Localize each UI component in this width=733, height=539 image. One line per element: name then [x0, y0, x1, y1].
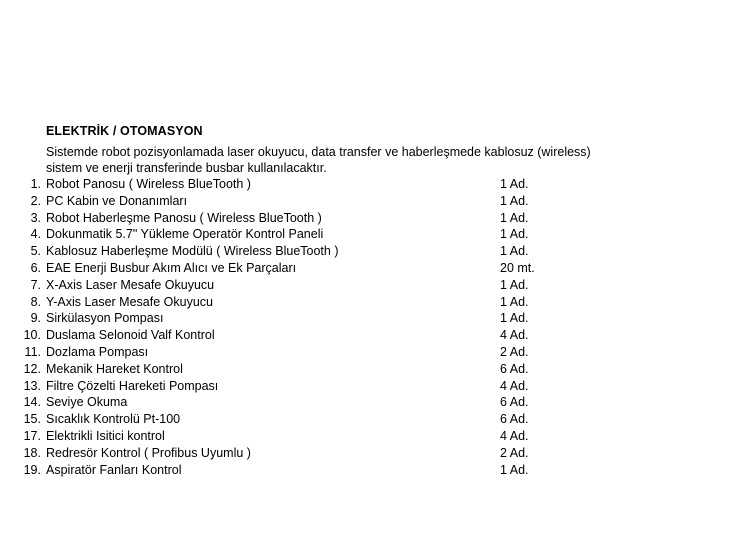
intro-text-line-1: Sistemde robot pozisyonlamada laser okuyucu, data transfer ve haberleşmede kablosuz (wireless) [46, 145, 591, 159]
list-item [0, 446, 733, 463]
item-text: Mekanik Hareket Kontrol [46, 361, 183, 376]
item-text: Duslama Selonoid Valf Kontrol [46, 328, 215, 343]
item-text: Elektrikli Isitici kontrol [46, 428, 165, 443]
item-quantity: 2 Ad. [500, 344, 529, 359]
item-text: EAE Enerji Busbur Akım Alıcı ve Ek Parçaları [46, 260, 297, 275]
item-text: Y-Axis Laser Mesafe Okuyucu [46, 294, 213, 309]
list-item [0, 311, 733, 328]
item-number: 10. [23, 328, 41, 343]
section-heading: ELEKTRİK / OTOMASYON [46, 124, 203, 138]
item-quantity: 1 Ad. [500, 193, 529, 208]
item-quantity: 1 Ad. [500, 462, 529, 477]
item-number: 12. [23, 361, 41, 376]
item-list [0, 177, 733, 479]
list-item [0, 194, 733, 211]
item-number: 5. [30, 244, 41, 259]
item-number: 18. [23, 445, 41, 460]
item-number: 2. [30, 193, 41, 208]
item-number: 11. [24, 344, 41, 359]
item-number: 13. [23, 378, 41, 393]
item-quantity: 1 Ad. [500, 227, 529, 242]
item-number: 6. [30, 260, 41, 275]
item-text: Seviye Okuma [46, 395, 128, 410]
item-text: X-Axis Laser Mesafe Okuyucu [46, 277, 215, 292]
item-quantity: 6 Ad. [500, 361, 529, 376]
item-number: 14. [23, 395, 41, 410]
item-text: Sıcaklık Kontrolü Pt-100 [46, 412, 181, 427]
item-number: 3. [30, 210, 41, 225]
item-number: 9. [30, 311, 41, 326]
item-text: Redresör Kontrol ( Profibus Uyumlu ) [46, 445, 251, 460]
list-item [0, 295, 733, 312]
item-quantity: 4 Ad. [500, 378, 529, 393]
list-item [0, 177, 733, 194]
item-text: Sirkülasyon Pompası [46, 311, 164, 326]
item-number: 15. [23, 412, 41, 427]
list-item [0, 261, 733, 278]
item-text: Robot Haberleşme Panosu ( Wireless BlueTooth ) [46, 210, 322, 225]
item-quantity: 1 Ad. [500, 244, 529, 259]
item-quantity: 1 Ad. [500, 311, 529, 326]
item-number: 8. [30, 294, 41, 309]
item-quantity: 4 Ad. [500, 428, 529, 443]
item-quantity: 6 Ad. [500, 395, 529, 410]
item-text: Aspiratör Fanları Kontrol [46, 462, 182, 477]
intro-text-line-2: sistem ve enerji transferinde busbar kullanılacaktır. [46, 161, 327, 175]
item-quantity: 1 Ad. [500, 277, 529, 292]
item-quantity: 6 Ad. [500, 412, 529, 427]
item-quantity: 4 Ad. [500, 328, 529, 343]
list-item [0, 278, 733, 295]
item-number: 17. [23, 428, 41, 443]
list-item [0, 362, 733, 379]
item-number: 1. [30, 177, 41, 191]
list-item [0, 379, 733, 396]
item-text: Dokunmatik 5.7" Yükleme Operatör Kontrol Paneli [46, 227, 324, 242]
list-item [0, 328, 733, 345]
list-item [0, 211, 733, 228]
list-item [0, 345, 733, 362]
item-text: PC Kabin ve Donanımları [46, 193, 188, 208]
list-item [0, 244, 733, 261]
list-item [0, 227, 733, 244]
item-number: 7. [30, 277, 41, 292]
item-number: 19. [23, 462, 41, 477]
item-quantity: 1 Ad. [500, 177, 529, 191]
list-item [0, 395, 733, 412]
list-item [0, 463, 733, 480]
list-item [0, 429, 733, 446]
item-number: 4. [30, 227, 41, 242]
item-text: Dozlama Pompası [46, 344, 149, 359]
item-quantity: 1 Ad. [500, 294, 529, 309]
item-quantity: 1 Ad. [500, 210, 529, 225]
item-text: Kablosuz Haberleşme Modülü ( Wireless BlueTooth ) [46, 244, 339, 259]
item-quantity: 2 Ad. [500, 445, 529, 460]
item-quantity: 20 mt. [500, 260, 535, 275]
item-text: Robot Panosu ( Wireless BlueTooth ) [46, 177, 251, 191]
item-text: Filtre Çözelti Hareketi Pompası [46, 378, 219, 393]
list-item [0, 412, 733, 429]
